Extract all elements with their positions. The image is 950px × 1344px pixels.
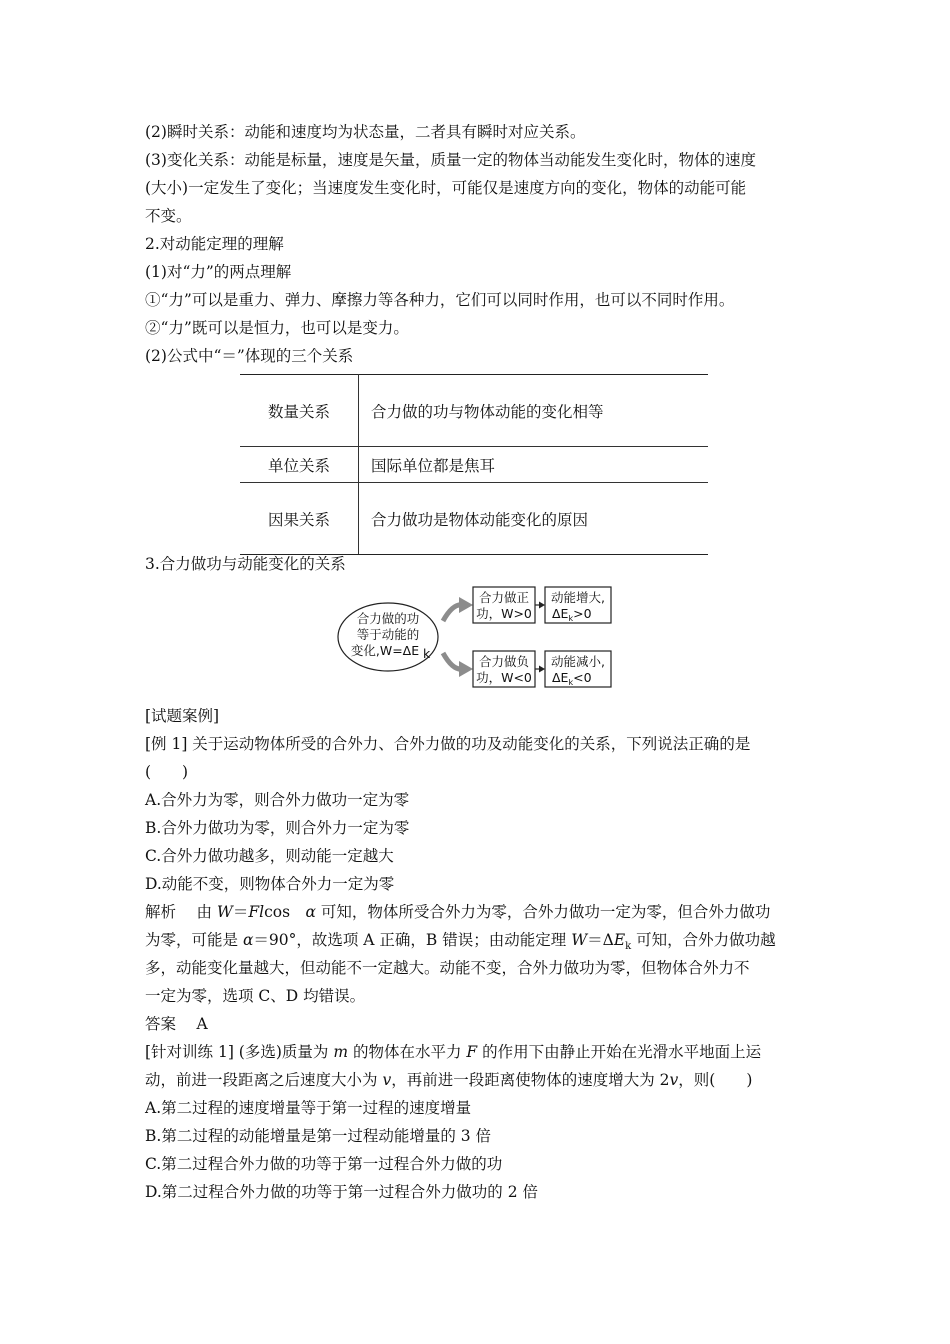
positive-work-text-2: 功，W>0 [476, 606, 532, 621]
force-point-2: ②“力”既可以是恒力，也可以是变力。 [145, 319, 409, 337]
section-2-title: 2.对动能定理的理解 [145, 235, 284, 253]
cases-header: [试题案例] [145, 707, 220, 725]
center-text-1: 合力做的功 [356, 611, 420, 626]
negative-work-text-1: 合力做负 [478, 654, 530, 669]
example-1-option-b: B.合外力做功为零，则合外力一定为零 [145, 819, 410, 837]
example-1-blank: ( ) [145, 763, 189, 781]
center-text-subscript: k [423, 646, 431, 661]
example-1-option-c: C.合外力做功越多，则动能一定越大 [145, 847, 394, 865]
answer-line: 答案 A [145, 1015, 208, 1033]
training-1-stem-line-1: [针对训练 1] (多选)质量为 m 的物体在水平力 F 的作用下由静止开始在光滑水平地面上运 [145, 1043, 762, 1061]
analysis-line-1: 解析 由 W＝Flcos α 可知，物体所受合外力为零，合外力做功一定为零，但合外力做功 [145, 903, 771, 921]
example-1-option-d: D.动能不变，则物体合外力一定为零 [145, 875, 395, 893]
training-1-stem-line-2: 动，前进一段距离之后速度大小为 v，再前进一段距离使物体的速度增大为 2v，则( ) [145, 1071, 753, 1089]
relation-key: 因果关系 [240, 483, 359, 555]
subsection-equal-sign-title: (2)公式中“＝”体现的三个关系 [145, 347, 354, 365]
relation-key: 数量关系 [240, 375, 359, 447]
section-3-title: 3.合力做功与动能变化的关系 [145, 555, 346, 573]
table-row [240, 375, 708, 447]
energy-decrease-text-2: $\Delta E_k<0$ [552, 670, 592, 687]
center-text-2: 等于动能的 [356, 627, 420, 642]
arrow-up-head-icon [459, 597, 473, 613]
negative-work-text-2: 功，W<0 [476, 670, 532, 685]
relations-table [240, 374, 708, 555]
energy-increase-text-1: 动能增大, [551, 590, 605, 605]
training-1-option-b: B.第二过程的动能增量是第一过程动能增量的 3 倍 [145, 1127, 492, 1145]
relation-key: 单位关系 [240, 447, 359, 483]
center-text-3: 变化,W=ΔE [350, 643, 420, 658]
relation-value: 合力做的功与物体动能的变化相等 [359, 375, 709, 447]
training-1-option-c: C.第二过程合外力做的功等于第一过程合外力做的功 [145, 1155, 503, 1173]
table-row [240, 447, 708, 483]
training-1-option-a: A.第二过程的速度增量等于第一过程的速度增量 [145, 1099, 472, 1117]
arrow-right-icon [539, 602, 545, 609]
training-1-option-d: D.第二过程合外力做的功等于第一过程合外力做功的 2 倍 [145, 1183, 539, 1201]
arrow-right-icon [539, 666, 545, 673]
para-instant-relation: (2)瞬时关系：动能和速度均为状态量，二者具有瞬时对应关系。 [145, 123, 586, 141]
energy-increase-text-2: $\Delta E_k>0$ [552, 606, 592, 623]
energy-decrease-text-1: 动能减小, [551, 654, 605, 669]
example-1-option-a: A.合外力为零，则合外力做功一定为零 [145, 791, 410, 809]
example-1-stem: [例 1] 关于运动物体所受的合外力、合外力做的功及动能变化的关系，下列说法正确的是 [145, 735, 751, 753]
para-change-relation-line-2: (大小)一定发生了变化；当速度发生变化时，可能仅是速度方向的变化，物体的动能可能 [145, 179, 747, 197]
positive-work-text-1: 合力做正 [478, 590, 530, 605]
relation-value: 国际单位都是焦耳 [359, 447, 709, 483]
subsection-force-title: (1)对“力”的两点理解 [145, 263, 292, 281]
para-change-relation-line-1: (3)变化关系：动能是标量，速度是矢量，质量一定的物体当动能发生变化时，物体的速度 [145, 151, 756, 169]
arrow-down-head-icon [459, 661, 473, 677]
work-energy-diagram [335, 585, 615, 690]
analysis-line-2: 为零，可能是 α＝90°，故选项 A 正确，B 错误；由动能定理 $W=\Delta E_k$ 可知，合外力做功越 [145, 931, 776, 953]
force-point-1: ①“力”可以是重力、弹力、摩擦力等各种力，它们可以同时作用，也可以不同时作用。 [145, 291, 735, 309]
analysis-line-4: 一定为零，选项 C、D 均错误。 [145, 987, 366, 1005]
relation-value: 合力做功是物体动能变化的原因 [359, 483, 709, 555]
analysis-line-3: 多，动能变化量越大，但动能不一定越大。动能不变，合外力做功为零，但物体合外力不 [145, 959, 750, 977]
para-change-relation-line-3: 不变。 [145, 207, 192, 225]
table-row [240, 483, 708, 555]
